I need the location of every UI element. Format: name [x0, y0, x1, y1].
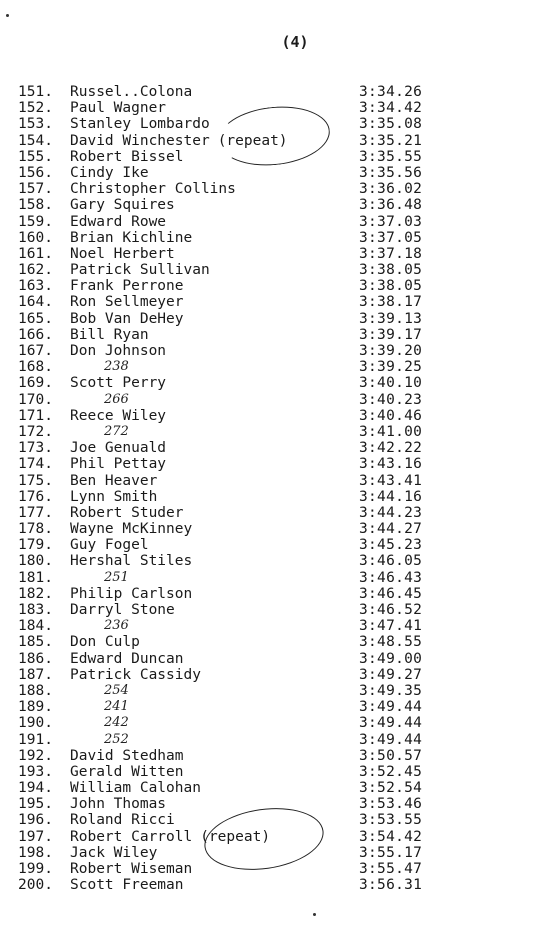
place-number: 199. — [18, 861, 53, 877]
finish-time: 3:49.44 — [359, 731, 423, 748]
finish-time: 3:56.31 — [359, 877, 423, 894]
runner-name-text: Wayne McKinney — [70, 521, 193, 538]
result-row — [18, 311, 438, 327]
place-number: 167. — [18, 343, 53, 359]
runner-name — [70, 294, 184, 310]
place-number: 162. — [18, 262, 53, 279]
result-row — [18, 440, 438, 456]
finish-time: 3:46.45 — [359, 585, 423, 602]
place-number: 195. — [18, 796, 53, 813]
result-row — [18, 100, 438, 116]
result-row — [18, 732, 438, 748]
result-row — [18, 570, 438, 586]
result-row — [18, 748, 438, 764]
finish-time: 3:39.13 — [359, 310, 423, 327]
finish-time: 3:34.26 — [359, 84, 423, 100]
runner-name-text: Robert Bissel — [70, 148, 184, 165]
runner-name — [70, 311, 184, 327]
runner-name-text: Jack Wiley — [70, 844, 158, 861]
runner-name — [70, 165, 149, 181]
handwritten-bib-number — [104, 699, 129, 715]
finish-time: 3:40.23 — [359, 391, 423, 408]
place-number: 188. — [18, 682, 53, 699]
place-number: 176. — [18, 488, 53, 505]
result-row — [18, 634, 438, 650]
finish-time: 3:55.17 — [359, 844, 423, 861]
runner-name — [70, 764, 184, 780]
runner-name — [70, 812, 175, 828]
finish-time: 3:37.03 — [359, 213, 423, 230]
runner-name-text: Edward Duncan — [70, 650, 184, 667]
place-number: 194. — [18, 780, 53, 797]
handwritten-bib-number — [104, 570, 129, 586]
page-number: (4) — [281, 33, 309, 51]
runner-name — [70, 181, 236, 197]
runner-name-text: 266 — [104, 391, 129, 407]
place-number: 182. — [18, 585, 53, 602]
runner-name — [70, 845, 157, 861]
finish-time: 3:38.05 — [359, 278, 423, 295]
handwritten-bib-number — [104, 732, 129, 748]
result-row — [18, 699, 438, 715]
runner-name-text: Darryl Stone — [70, 602, 175, 618]
finish-time: 3:35.21 — [359, 132, 423, 149]
place-number: 186. — [18, 650, 53, 667]
finish-time: 3:38.05 — [359, 262, 423, 279]
finish-time: 3:35.56 — [359, 164, 423, 181]
runner-name — [70, 343, 166, 359]
place-number: 197. — [18, 828, 53, 845]
runner-name-text: Roland Ricci — [70, 812, 175, 829]
handwritten-bib-number — [104, 618, 129, 634]
finish-time: 3:40.10 — [359, 375, 423, 392]
place-number: 181. — [18, 569, 53, 586]
finish-time: 3:49.27 — [359, 666, 423, 683]
place-number: 151. — [18, 84, 53, 100]
finish-time: 3:49.00 — [359, 650, 423, 667]
place-number: 154. — [18, 132, 53, 149]
place-number: 153. — [18, 116, 53, 133]
runner-name-text: Don Johnson — [70, 343, 167, 359]
runner-name-text: Bill Ryan — [70, 326, 149, 343]
finish-time: 3:39.20 — [359, 343, 423, 359]
finish-time: 3:36.02 — [359, 181, 423, 198]
place-number: 198. — [18, 844, 53, 861]
result-row — [18, 294, 438, 310]
result-row — [18, 764, 438, 780]
finish-time: 3:46.52 — [359, 602, 423, 618]
runner-name-text: Paul Wagner — [70, 100, 167, 117]
finish-time: 3:47.41 — [359, 618, 423, 635]
result-row — [18, 489, 438, 505]
finish-time: 3:36.48 — [359, 197, 423, 214]
runner-name — [70, 375, 166, 391]
runner-name-text: 238 — [104, 359, 129, 375]
handwritten-bib-number — [104, 359, 129, 375]
runner-name-text: Hershal Stiles — [70, 553, 193, 570]
finish-time: 3:39.17 — [359, 326, 423, 343]
runner-name-text: David Winchester — [70, 132, 210, 149]
runner-name — [70, 230, 192, 246]
runner-name-text: Robert Carroll — [70, 828, 193, 845]
finish-time: 3:45.23 — [359, 537, 423, 554]
place-number: 193. — [18, 763, 53, 780]
runner-name — [70, 100, 166, 116]
runner-name-text: 252 — [104, 731, 129, 747]
result-row — [18, 651, 438, 667]
runner-name-text: David Stedham — [70, 747, 184, 764]
runner-name — [70, 489, 157, 505]
runner-name — [70, 667, 201, 683]
finish-time: 3:53.55 — [359, 812, 423, 829]
result-row — [18, 667, 438, 683]
result-row — [18, 262, 438, 278]
handwritten-bib-number — [104, 424, 129, 440]
place-number: 175. — [18, 472, 53, 489]
finish-time: 3:35.55 — [359, 148, 423, 165]
runner-name — [70, 602, 175, 618]
place-number: 191. — [18, 731, 53, 748]
result-row — [18, 812, 438, 828]
runner-name-text: Patrick Sullivan — [70, 262, 210, 279]
result-row — [18, 375, 438, 391]
handwritten-bib-number — [104, 683, 129, 699]
place-number: 158. — [18, 197, 53, 214]
result-row — [18, 149, 438, 165]
result-row — [18, 796, 438, 812]
runner-name — [70, 505, 184, 521]
result-row — [18, 683, 438, 699]
place-number: 170. — [18, 391, 53, 408]
result-row — [18, 343, 438, 359]
runner-name-text: Guy Fogel — [70, 537, 149, 554]
result-row — [18, 829, 438, 845]
result-row — [18, 521, 438, 537]
runner-name-text: Patrick Cassidy — [70, 666, 201, 683]
finish-time: 3:46.05 — [359, 553, 423, 570]
place-number: 166. — [18, 326, 53, 343]
finish-time: 3:42.22 — [359, 440, 423, 457]
finish-time: 3:43.16 — [359, 456, 423, 473]
place-number: 163. — [18, 278, 53, 295]
result-row — [18, 456, 438, 472]
runner-name — [70, 877, 184, 893]
place-number: 178. — [18, 521, 53, 538]
place-number: 192. — [18, 747, 53, 764]
place-number: 164. — [18, 294, 53, 311]
repeat-note: (repeat) — [200, 828, 271, 845]
place-number: 161. — [18, 245, 53, 262]
result-row — [18, 116, 438, 132]
runner-name-text: Gerald Witten — [70, 763, 184, 780]
result-row — [18, 861, 438, 877]
runner-name — [70, 634, 140, 650]
result-row — [18, 359, 438, 375]
result-row — [18, 165, 438, 181]
runner-name-text: 251 — [104, 569, 129, 585]
runner-name-text: Edward Rowe — [70, 213, 167, 230]
finish-time: 3:52.45 — [359, 763, 423, 780]
runner-name — [70, 521, 192, 537]
place-number: 165. — [18, 310, 53, 327]
runner-name-text: Noel Herbert — [70, 245, 175, 262]
runner-name — [70, 327, 149, 343]
result-row — [18, 586, 438, 602]
place-number: 189. — [18, 699, 53, 716]
runner-name — [70, 197, 175, 213]
result-row — [18, 230, 438, 246]
scan-speck — [313, 913, 316, 916]
runner-name — [70, 748, 184, 764]
finish-time: 3:35.08 — [359, 116, 423, 133]
result-row — [18, 197, 438, 213]
result-row — [18, 278, 438, 294]
finish-time: 3:38.17 — [359, 294, 423, 311]
finish-time: 3:50.57 — [359, 747, 423, 764]
runner-name-text: 236 — [104, 618, 129, 634]
result-row — [18, 618, 438, 634]
finish-time: 3:53.46 — [359, 796, 423, 813]
result-row — [18, 392, 438, 408]
finish-time: 3:43.41 — [359, 472, 423, 489]
place-number: 155. — [18, 148, 53, 165]
result-row — [18, 424, 438, 440]
result-row — [18, 537, 438, 553]
result-row — [18, 505, 438, 521]
place-number: 190. — [18, 715, 53, 732]
place-number: 183. — [18, 602, 53, 618]
finish-time: 3:52.54 — [359, 780, 423, 797]
runner-name — [70, 651, 184, 667]
runner-name — [70, 408, 166, 424]
runner-name-text: Don Culp — [70, 634, 140, 651]
finish-time: 3:49.35 — [359, 682, 423, 699]
result-row — [18, 553, 438, 569]
runner-name-text: Ron Sellmeyer — [70, 294, 184, 311]
runner-name-text: Scott Freeman — [70, 877, 184, 894]
place-number: 169. — [18, 375, 53, 392]
result-row — [18, 181, 438, 197]
place-number: 156. — [18, 164, 53, 181]
result-row — [18, 133, 438, 149]
scan-speck — [6, 14, 9, 17]
place-number: 159. — [18, 213, 53, 230]
runner-name-text: 272 — [104, 423, 129, 439]
runner-name-text: Stanley Lombardo — [70, 116, 210, 133]
result-row — [18, 408, 438, 424]
place-number: 180. — [18, 553, 53, 570]
runner-name-text: 242 — [104, 715, 129, 731]
finish-time: 3:46.43 — [359, 569, 423, 586]
runner-name — [70, 473, 157, 489]
runner-name-text: 254 — [104, 682, 129, 698]
runner-name — [70, 780, 201, 796]
runner-name-text: John Thomas — [70, 796, 167, 813]
runner-name-text: 241 — [104, 699, 129, 715]
runner-name-text: Robert Wiseman — [70, 861, 193, 877]
result-row — [18, 877, 438, 893]
runner-name — [70, 246, 175, 262]
runner-name-text: Joe Genuald — [70, 440, 167, 457]
finish-time: 3:44.23 — [359, 504, 423, 521]
finish-time: 3:41.00 — [359, 423, 423, 440]
result-row — [18, 214, 438, 230]
finish-time: 3:40.46 — [359, 407, 423, 424]
runner-name — [70, 214, 166, 230]
place-number: 200. — [18, 877, 53, 894]
finish-time: 3:54.42 — [359, 828, 423, 845]
result-row — [18, 84, 438, 100]
runner-name-text: Cindy Ike — [70, 164, 149, 181]
place-number: 187. — [18, 666, 53, 683]
result-row — [18, 845, 438, 861]
runner-name-text: Brian Kichline — [70, 229, 193, 246]
runner-name — [70, 861, 192, 877]
runner-name — [70, 278, 184, 294]
runner-name — [70, 440, 166, 456]
finish-time: 3:49.44 — [359, 699, 423, 716]
runner-name — [70, 149, 184, 165]
result-row — [18, 473, 438, 489]
runner-name-text: Reece Wiley — [70, 407, 167, 424]
runner-name-text: Frank Perrone — [70, 278, 184, 295]
result-row — [18, 327, 438, 343]
runner-name — [70, 553, 192, 569]
result-row — [18, 602, 438, 618]
place-number: 160. — [18, 229, 53, 246]
finish-time: 3:37.05 — [359, 229, 423, 246]
handwritten-bib-number — [104, 715, 129, 731]
place-number: 168. — [18, 359, 53, 376]
runner-name — [70, 586, 192, 602]
place-number: 174. — [18, 456, 53, 473]
place-number: 173. — [18, 440, 53, 457]
handwritten-bib-number — [104, 392, 129, 408]
place-number: 177. — [18, 504, 53, 521]
runner-name-text: Bob Van DeHey — [70, 310, 184, 327]
finish-time: 3:44.27 — [359, 521, 423, 538]
runner-name — [70, 133, 288, 149]
finish-time: 3:49.44 — [359, 715, 423, 732]
place-number: 171. — [18, 407, 53, 424]
runner-name-text: Ben Heaver — [70, 472, 158, 489]
runner-name-text: Christopher Collins — [70, 181, 236, 198]
runner-name-text: Lynn Smith — [70, 488, 158, 505]
finish-time: 3:37.18 — [359, 245, 423, 262]
place-number: 196. — [18, 812, 53, 829]
runner-name — [70, 537, 149, 553]
runner-name-text: William Calohan — [70, 780, 201, 797]
runner-name-text: Phil Pettay — [70, 456, 167, 473]
runner-name — [70, 116, 210, 132]
runner-name — [70, 796, 166, 812]
place-number: 185. — [18, 634, 53, 651]
runner-name-text: Philip Carlson — [70, 585, 193, 602]
place-number: 152. — [18, 100, 53, 117]
place-number: 179. — [18, 537, 53, 554]
finish-time: 3:39.25 — [359, 359, 423, 376]
place-number: 172. — [18, 423, 53, 440]
runner-name-text: Russel..Colona — [70, 84, 193, 100]
finish-time: 3:44.16 — [359, 488, 423, 505]
finish-time: 3:55.47 — [359, 861, 423, 877]
runner-name-text: Robert Studer — [70, 504, 184, 521]
result-row — [18, 780, 438, 796]
result-row — [18, 246, 438, 262]
runner-name — [70, 84, 192, 100]
runner-name — [70, 262, 210, 278]
place-number: 157. — [18, 181, 53, 198]
finish-time: 3:34.42 — [359, 100, 423, 117]
results-list — [18, 84, 438, 893]
runner-name-text: Gary Squires — [70, 197, 175, 214]
runner-name-text: Scott Perry — [70, 375, 167, 392]
place-number: 184. — [18, 618, 53, 635]
runner-name — [70, 456, 166, 472]
finish-time: 3:48.55 — [359, 634, 423, 651]
result-row — [18, 715, 438, 731]
runner-name — [70, 829, 270, 845]
repeat-note: (repeat) — [217, 132, 288, 149]
